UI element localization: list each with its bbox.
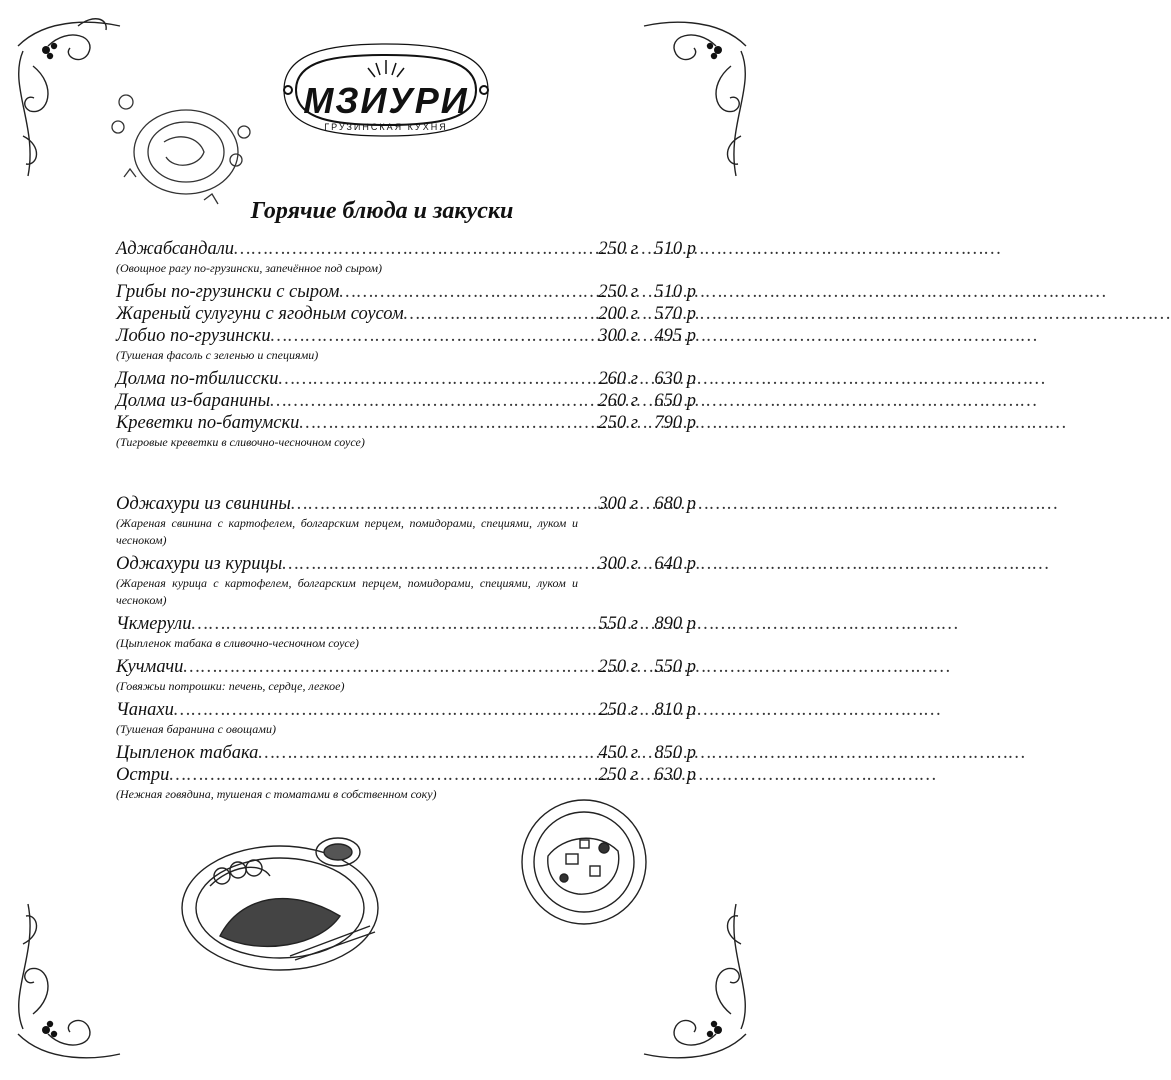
- menu-item-shrimp: [116, 412, 696, 451]
- item-weight: 250 г: [598, 239, 638, 259]
- item-weight: 250 г: [598, 765, 638, 785]
- item-weight: 300 г: [598, 494, 638, 514]
- item-name: Остри: [116, 765, 170, 785]
- item-weight: 550 г: [598, 614, 638, 634]
- item-price: 630 р: [654, 765, 696, 785]
- item-description: (Нежная говядина, тушеная с томатами в собственном соку): [116, 787, 437, 801]
- item-weight: 260 г: [598, 369, 638, 389]
- item-price: 630 р: [654, 369, 696, 389]
- item-weight: 250 г: [598, 657, 638, 677]
- menu-item-kuchmachi: [116, 656, 696, 695]
- item-weight: 300 г: [598, 554, 638, 574]
- item-description: (Овощное рагу по-грузински, запечённое под сыром): [116, 261, 383, 275]
- page-title: Горячие блюда и закуски: [250, 198, 514, 224]
- corner-ornament-bottom-left: [8, 894, 128, 1074]
- item-price: 570 р: [654, 304, 696, 324]
- item-price: 495 р: [654, 326, 696, 346]
- item-description: (Тушеная баранина с овощами): [116, 722, 276, 736]
- meat-plate-illustration-icon: [180, 826, 390, 976]
- menu-list: [116, 238, 696, 807]
- dish-illustration-icon: [104, 82, 260, 216]
- menu-item-odzhakhuri-chicken: [116, 553, 696, 609]
- item-price: 680 р: [654, 494, 696, 514]
- item-name: Чкмерули: [116, 614, 192, 634]
- item-price: 510 р: [654, 239, 696, 259]
- item-name: Аджабсандали: [116, 239, 235, 259]
- item-name: Жареный сулугуни с ягодным соусом: [116, 304, 404, 324]
- soup-bowl-illustration-icon: [518, 796, 650, 928]
- section-spacer: [116, 455, 696, 493]
- item-weight: 260 г: [598, 391, 638, 411]
- item-description: (Жареная свинина с картофелем, болгарским перцем, помидорами, специями, луком и чесноком): [116, 516, 578, 547]
- item-name: Цыпленок табака: [116, 743, 259, 763]
- item-price: 790 р: [654, 413, 696, 433]
- item-description: (Жареная курица с картофелем, болгарским перцем, помидорами, специями, луком и чесноком): [116, 576, 578, 607]
- item-price: 640 р: [654, 554, 696, 574]
- menu-item-tabaka: [116, 742, 696, 764]
- item-weight: 200 г: [598, 304, 638, 324]
- item-weight: 250 г: [598, 282, 638, 302]
- menu-item-odzhakhuri-pork: [116, 493, 696, 549]
- item-description: (Цыпленок табака в сливочно-чесночном соусе): [116, 636, 359, 650]
- item-weight: 250 г: [598, 413, 638, 433]
- logo-subtitle: ГРУЗИНСКАЯ КУХНЯ: [324, 122, 448, 132]
- item-name: Лобио по-грузински: [116, 326, 271, 346]
- item-price: 810 р: [654, 700, 696, 720]
- menu-item-suluguni: [116, 303, 696, 325]
- item-name: Долма по-тбилисски: [116, 369, 279, 389]
- item-name: Долма из-баранины: [116, 391, 271, 411]
- menu-item-adzhabsandali: [116, 238, 696, 277]
- corner-ornament-top-right: [636, 6, 756, 186]
- item-description: (Говяжьи потрошки: печень, сердце, легкое): [116, 679, 345, 693]
- item-name: Оджахури из курицы: [116, 554, 283, 574]
- logo-name: МЗИУРИ: [303, 80, 469, 121]
- menu-item-lobio: [116, 325, 696, 364]
- corner-ornament-bottom-right: [636, 894, 756, 1074]
- item-price: 650 р: [654, 391, 696, 411]
- item-name: Креветки по-батумски: [116, 413, 300, 433]
- item-name: Кучмачи: [116, 657, 184, 677]
- item-name: Грибы по-грузински с сыром: [116, 282, 340, 302]
- menu-item-ostri: [116, 764, 696, 803]
- menu-item-chkmeruli: [116, 613, 696, 652]
- menu-item-mushrooms: [116, 281, 696, 303]
- item-price: 890 р: [654, 614, 696, 634]
- item-price: 550 р: [654, 657, 696, 677]
- restaurant-logo: [276, 30, 496, 150]
- item-description: (Тигровые креветки в сливочно-чесночном соусе): [116, 435, 365, 449]
- item-description: (Тушеная фасоль с зеленью и специями): [116, 348, 319, 362]
- item-weight: 250 г: [598, 700, 638, 720]
- item-price: 510 р: [654, 282, 696, 302]
- menu-item-dolma-tbilisi: [116, 368, 696, 390]
- menu-item-dolma-lamb: [116, 390, 696, 412]
- item-weight: 300 г: [598, 326, 638, 346]
- menu-item-chanakhi: [116, 699, 696, 738]
- item-weight: 450 г: [598, 743, 638, 763]
- item-name: Оджахури из свинины: [116, 494, 291, 514]
- item-price: 850 р: [654, 743, 696, 763]
- item-name: Чанахи: [116, 700, 174, 720]
